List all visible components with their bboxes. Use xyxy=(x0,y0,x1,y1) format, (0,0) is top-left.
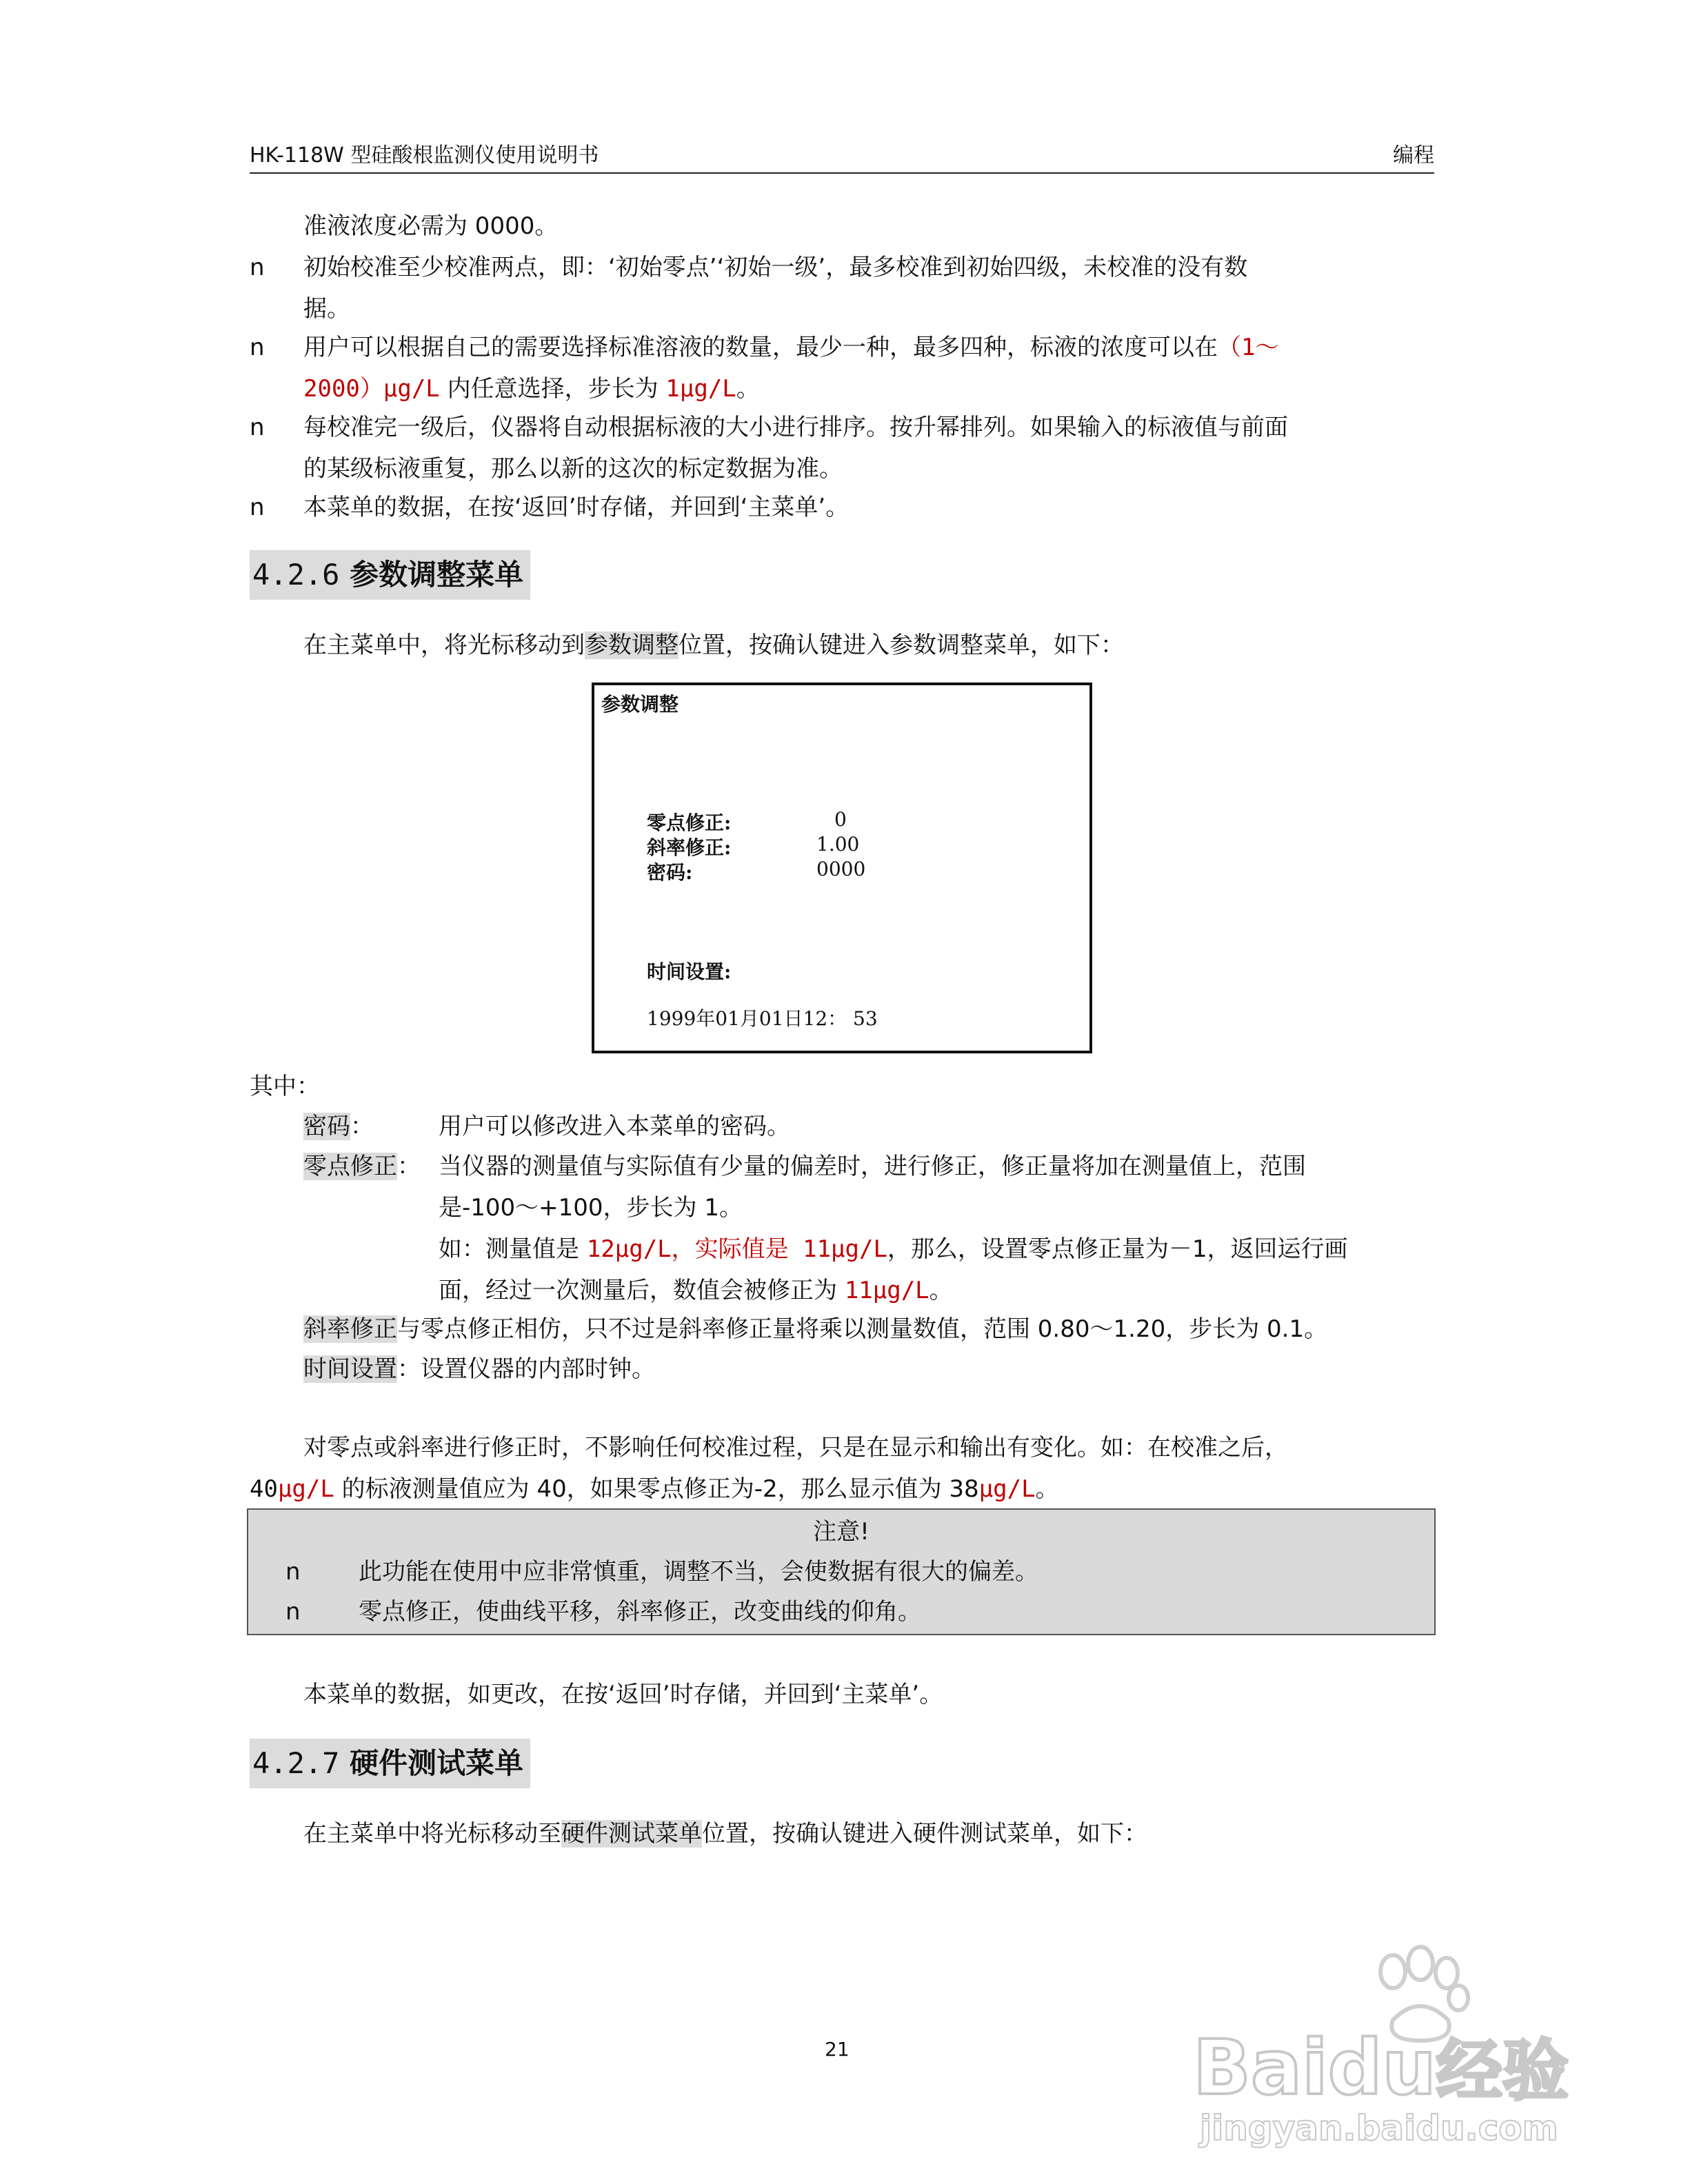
example-value: 11μg/L xyxy=(844,1277,930,1304)
slope-correction-label: 斜率修正: xyxy=(647,836,732,859)
menu-name-highlight: 硬件测试菜单 xyxy=(561,1820,702,1848)
bullet-marker: n xyxy=(250,494,265,521)
bullet-marker: n xyxy=(250,414,265,441)
term-row-time xyxy=(303,1348,655,1390)
header-divider xyxy=(250,172,1434,174)
caution-title: 注意! xyxy=(813,1518,870,1546)
desc-line: 是-100～+100，步长为 1。 xyxy=(439,1194,743,1222)
text-span: 位置，按确认键进入硬件测试菜单，如下： xyxy=(702,1820,1147,1848)
step-text: 1μg/L xyxy=(665,375,736,403)
correction-paragraph xyxy=(250,1427,1436,1510)
bullet-marker: n xyxy=(285,1598,301,1626)
chapter-title: 编程 xyxy=(1393,143,1434,168)
section-intro-paragraph xyxy=(303,1813,1434,1854)
section-title: 硬件测试菜单 xyxy=(350,1746,524,1780)
bullet-marker: n xyxy=(250,334,265,361)
term-row-password xyxy=(303,1106,374,1147)
example-line xyxy=(439,1228,1434,1270)
password-value: 0000 xyxy=(816,858,866,880)
page-number: 21 xyxy=(825,2038,850,2061)
brand-cn-text: 经验 xyxy=(1436,2032,1569,2110)
unit-text: μg/L xyxy=(277,1475,334,1503)
parameter-menu-screen xyxy=(592,682,1092,1053)
text-span: 内任意选择，步长为 xyxy=(439,375,666,403)
caution-box xyxy=(247,1508,1436,1635)
bullet-item-standard-count xyxy=(303,327,1434,410)
section-number: 4.2.7 xyxy=(252,1746,340,1780)
section-heading-4-2-6 xyxy=(250,550,530,600)
bullet-marker: n xyxy=(250,254,265,281)
paragraph-line xyxy=(250,1468,1436,1510)
watermark-url: jingyan.baidu.com xyxy=(1200,2108,1558,2148)
brand-text: Bai xyxy=(1193,2023,1328,2112)
term-label: 密码 xyxy=(303,1113,350,1140)
explain-intro: 其中： xyxy=(250,1073,320,1100)
term-row-slope xyxy=(303,1308,1327,1350)
zero-correction-value: 0 xyxy=(834,808,847,831)
example-values: 12μg/L，实际值是 11μg/L xyxy=(586,1235,887,1263)
bullet-text-line: 据。 xyxy=(303,295,350,323)
save-note: 本菜单的数据，如更改，在按‘返回’时存储，并回到‘主菜单’。 xyxy=(303,1681,943,1708)
screen-title: 参数调整 xyxy=(601,693,679,716)
term-label: 时间设置 xyxy=(303,1355,397,1383)
document-title: HK-118W 型硅酸根监测仪使用说明书 xyxy=(250,143,599,168)
watermark-brand xyxy=(1193,2019,1569,2113)
section-title: 参数调整菜单 xyxy=(350,558,524,592)
section-number: 4.2.6 xyxy=(252,558,340,592)
bullet-text-line xyxy=(303,368,1434,410)
bullet-text-line: 初始校准至少校准两点，即：‘初始零点’‘初始一级’，最多校准到初始四级，未校准的没有数 xyxy=(303,254,1248,281)
time-setting-label: 时间设置: xyxy=(647,960,732,983)
text-span: 。 xyxy=(736,375,760,403)
text-span: 在主菜单中将光标移动至 xyxy=(303,1820,561,1848)
text-span: 。 xyxy=(929,1277,953,1304)
term-colon: ： xyxy=(397,1355,421,1383)
text-span: 的标液测量值应为 40，如果零点修正为-2，那么显示值为 38 xyxy=(334,1475,979,1503)
term-label: 零点修正 xyxy=(303,1153,397,1180)
text-span: 如：测量值是 xyxy=(439,1235,587,1263)
bullet-text-line: 每校准完一级后，仪器将自动根据标液的大小进行排序。按升幂排列。如果输入的标液值与前面 xyxy=(303,414,1288,441)
text-span: ，那么，设置零点修正量为－1，返回运行画 xyxy=(887,1235,1348,1263)
slope-correction-value: 1.00 xyxy=(816,833,860,856)
range-text: （1～ xyxy=(1218,334,1279,361)
term-desc-password: 用户可以修改进入本菜单的密码。 xyxy=(439,1113,790,1140)
brand-text: du xyxy=(1327,2023,1436,2112)
zero-correction-label: 零点修正: xyxy=(647,811,732,834)
caution-item: 此功能在使用中应非常慎重，调整不当，会使数据有很大的偏差。 xyxy=(359,1558,1038,1586)
text-span: 40 xyxy=(250,1475,278,1503)
bullet-item-sorting xyxy=(303,407,1434,489)
bullet-marker: n xyxy=(285,1558,301,1586)
text-span: 。 xyxy=(1035,1475,1059,1503)
bullet-text-line: 的某级标液重复，那么以新的这次的标定数据为准。 xyxy=(303,455,843,483)
range-text: 2000）μg/L xyxy=(303,375,440,403)
term-desc: 设置仪器的内部时钟。 xyxy=(421,1355,655,1383)
paragraph-line: 对零点或斜率进行修正时，不影响任何校准过程，只是在显示和输出有变化。如：在校准之后， xyxy=(303,1434,1288,1462)
term-colon: ： xyxy=(397,1153,421,1180)
text-span: 面，经过一次测量后，数值会被修正为 xyxy=(439,1277,845,1304)
caution-item: 零点修正，使曲线平移，斜率修正，改变曲线的仰角。 xyxy=(359,1598,921,1626)
example-line xyxy=(439,1270,1434,1311)
term-desc: 与零点修正相仿，只不过是斜率修正量将乘以测量数值，范围 0.80～1.20，步长为 0.1。 xyxy=(397,1315,1328,1343)
text-span: 位置，按确认键进入参数调整菜单，如下： xyxy=(679,631,1124,659)
text-span: 在主菜单中，将光标移动到 xyxy=(303,631,585,659)
datetime-value: 1999年01月01日12： 53 xyxy=(647,1007,878,1030)
menu-name-highlight: 参数调整 xyxy=(585,631,679,659)
bullet-text-line xyxy=(303,327,1434,368)
term-colon: ： xyxy=(350,1113,374,1140)
term-label: 斜率修正 xyxy=(303,1315,397,1343)
desc-line: 当仪器的测量值与实际值有少量的偏差时，进行修正，修正量将加在测量值上，范围 xyxy=(439,1153,1306,1180)
intro-line: 准液浓度必需为 0000。 xyxy=(303,212,559,240)
term-row-zero xyxy=(303,1146,421,1187)
unit-text: μg/L xyxy=(978,1475,1036,1503)
section-heading-4-2-7 xyxy=(250,1739,530,1788)
term-desc-zero xyxy=(439,1146,1434,1311)
password-label: 密码: xyxy=(647,861,693,884)
text-span: 用户可以根据自己的需要选择标准溶液的数量，最少一种，最多四种，标液的浓度可以在 xyxy=(303,334,1218,361)
baidu-watermark xyxy=(1186,1944,1627,2151)
bullet-item-calibration-points xyxy=(303,247,1434,330)
bullet-item-save: 本菜单的数据，在按‘返回’时存储，并回到‘主菜单’。 xyxy=(303,494,850,521)
section-intro-paragraph xyxy=(303,625,1434,666)
